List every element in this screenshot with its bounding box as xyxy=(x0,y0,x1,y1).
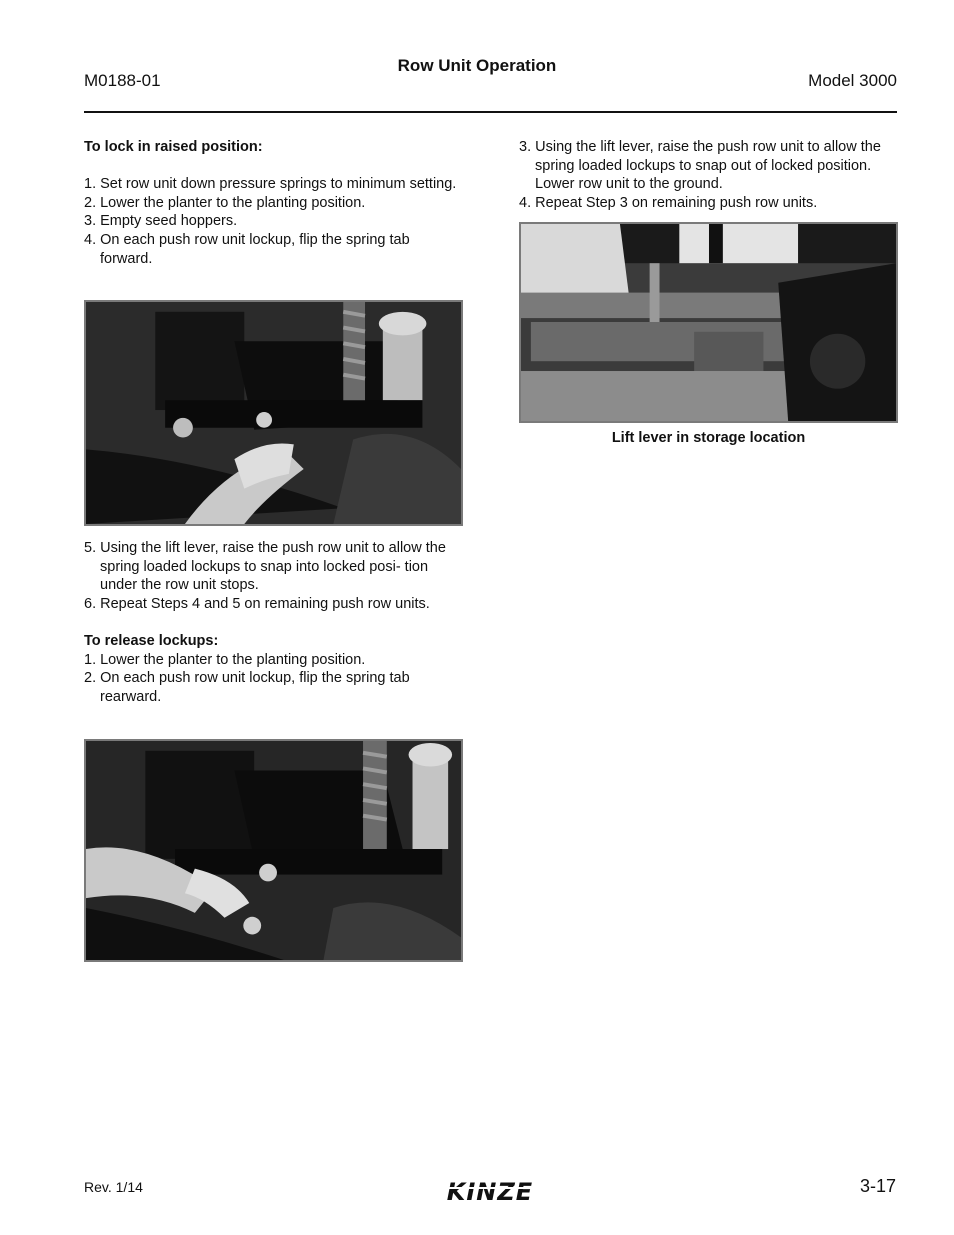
lock-step-6: 6. Repeat Steps 4 and 5 on remaining push row units. xyxy=(84,595,430,612)
lock-step-1: 1. Set row unit down pressure springs to minimum setting. xyxy=(84,176,457,193)
release-instructions-continued xyxy=(519,138,897,212)
svg-text:KINZE: KINZE xyxy=(446,1178,534,1204)
photo-caption: Lift lever in storage location xyxy=(611,430,806,446)
section-title: Row Unit Operation xyxy=(397,56,557,75)
model-name: Model 3000 xyxy=(808,71,897,90)
photo-lift-lever-storage xyxy=(519,222,898,423)
lock-and-release-instructions xyxy=(84,539,464,706)
header-rule xyxy=(84,111,897,113)
revision-label: Rev. 1/14 xyxy=(84,1179,143,1195)
lock-step-2: 2. Lower the planter to the planting position. xyxy=(84,194,366,211)
release-step-1: 1. Lower the planter to the planting position. xyxy=(84,651,366,668)
lock-step-3: 3. Empty seed hoppers. xyxy=(84,213,238,230)
page-number: 3-17 xyxy=(859,1176,896,1196)
kinze-logo xyxy=(432,1178,548,1204)
lock-step-4: 4. On each push row unit lockup, flip the spring tab forward. xyxy=(84,231,410,267)
document-number: M0188-01 xyxy=(84,71,161,90)
lock-instructions xyxy=(84,138,464,268)
lock-heading: To lock in raised position: xyxy=(84,139,263,155)
release-step-3: 3. Using the lift lever, raise the push row unit to allow the spring loaded lockups to snap out of locked position. Lower row unit to the ground. xyxy=(519,139,881,193)
photo-lockup-flip-rearward xyxy=(84,739,463,962)
photo-lockup-flip-forward xyxy=(84,300,463,526)
release-heading: To release lockups: xyxy=(84,632,219,649)
release-step-4: 4. Repeat Step 3 on remaining push row units. xyxy=(519,194,818,211)
release-step-2: 2. On each push row unit lockup, flip the spring tab rearward. xyxy=(84,670,410,705)
lock-step-5: 5. Using the lift lever, raise the push row unit to allow the spring loaded lockups to snap into locked posi- tion under the row unit stops. xyxy=(84,540,446,594)
